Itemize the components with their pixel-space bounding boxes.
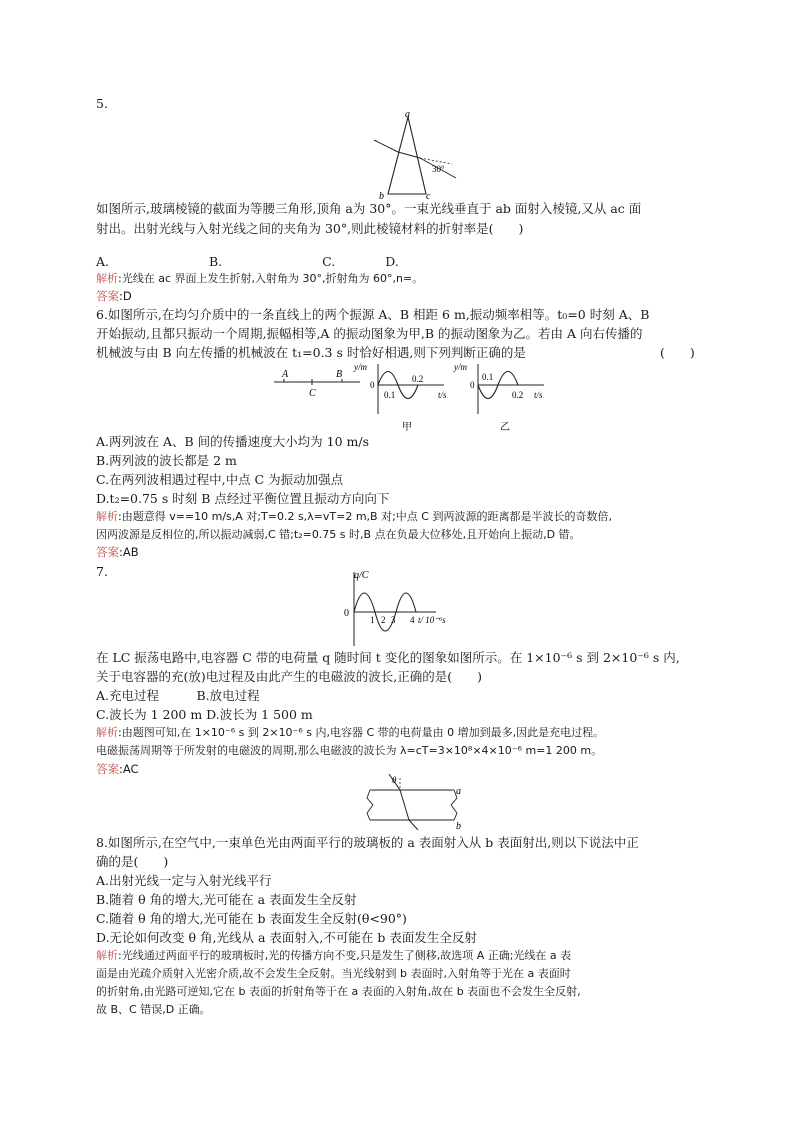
q6-stem-line3: 机械波与由 B 向左传播的机械波在 t₁=0.3 s 时恰好相遇,则下列判断正确的是: [96, 345, 526, 360]
jia-t01: 0.1: [384, 390, 396, 400]
q8-solution-line3: 的折射角,由光路可逆知,它在 b 表面的折射角等于在 a 表面的入射角,故在 b 表面也不会发生全反射,: [96, 985, 581, 998]
q5-answer: 答案:D: [96, 289, 132, 303]
q8-option-d: D.无论如何改变 θ 角,光线从 a 表面射入,不可能在 b 表面发生全反射: [96, 930, 477, 945]
label-a: a: [405, 109, 410, 120]
q7-qlabel: q/C: [354, 570, 369, 581]
q7-tlabel: t/ 10⁻⁶s: [418, 615, 446, 625]
q8-stem-line1: 8.如图所示,在空气中,一束单色光由两面平行的玻璃板的 a 表面射入从 b 表面射出,则以下说法中正: [96, 835, 639, 850]
yi-tlabel: t/s: [534, 390, 543, 400]
q7-stem-line2: 关于电容器的充(放)电过程及由此产生的电磁波的波长,正确的是( ): [96, 669, 482, 684]
label-C: C: [309, 388, 316, 399]
q7-options-ab: A.充电过程 B.放电过程: [96, 688, 260, 703]
solution-label: 解析: [96, 272, 118, 285]
q8-refracted-ray: [400, 790, 409, 820]
q8-exit-ray: [409, 820, 418, 830]
label-c: c: [426, 191, 431, 200]
q5-stem-line1: 如图所示,玻璃棱镜的截面为等腰三角形,顶角 a为 30°。一束光线垂直于 ab 面射入棱镜,又从 ac 面: [96, 201, 642, 216]
q5-number: 5.: [96, 96, 108, 111]
label-30deg: 30°: [432, 164, 445, 174]
q7-solution-line2: 电磁振荡周期等于所发射的电磁波的周期,那么电磁波的波长为 λ=cT=3×10⁸×4×10⁻⁶ m=1 200 m。: [96, 744, 603, 757]
q8-solution-line1: 解析:光线通过两面平行的玻璃板时,光的传播方向不变,只是发生了侧移,故选项 A 正确;光线在 a 表: [96, 949, 572, 962]
q8-glass-plate-figure: [356, 772, 468, 830]
yi-caption: 乙: [500, 422, 510, 433]
q6-solution-line1: 解析:由题意得 v==10 m/s,A 对;T=0.2 s,λ=vT=2 m,B 对;中点 C 到两波源的距离都是半波长的奇数倍,: [96, 510, 612, 523]
q6-stem-line1: 6.如图所示,在均匀介质中的一条直线上的两个振源 A、B 相距 6 m,振动频率相等。t₀=0 时刻 A、B: [96, 307, 650, 322]
q6-figure: [272, 360, 552, 434]
q7-stem-line1: 在 LC 振荡电路中,电容器 C 带的电荷量 q 随时间 t 变化的图象如图所示。在 1×10⁻⁶ s 到 2×10⁻⁶ s 内,: [96, 650, 680, 665]
label-surface-b: b: [456, 821, 461, 830]
label-A: A: [282, 369, 289, 380]
yi-t02: 0.2: [512, 390, 524, 400]
q7-tick3: 3: [391, 615, 396, 625]
q7-tick4: 4: [410, 615, 415, 625]
jia-ylabel: y/m: [354, 362, 367, 372]
q7-solution-line1: 解析:由题图可知,在 1×10⁻⁶ s 到 2×10⁻⁶ s 内,电容器 C 带的电荷量由 0 增加到最多,因此是充电过程。: [96, 726, 605, 739]
yi-t01: 0.1: [482, 372, 494, 382]
label-surface-a: a: [456, 786, 461, 797]
q7-options-cd: C.波长为 1 200 m D.波长为 1 500 m: [96, 707, 313, 722]
q7-tick1: 1: [370, 615, 375, 625]
jia-origin: 0: [370, 380, 375, 390]
q8-solution-line2: 面是由光疏介质射入光密介质,故不会发生全反射。当光线射到 b 表面时,入射角等于光在 a 表面时: [96, 967, 571, 980]
q6-bracket: ( ): [660, 345, 695, 360]
q5-solution: 解析:光线在 ac 界面上发生折射,入射角为 30°,折射角为 60°,n=。: [96, 272, 424, 285]
q8-option-a: A.出射光线一定与入射光线平行: [96, 873, 272, 888]
q8-stem-line2: 确的是( ): [96, 854, 169, 869]
q5-prism-figure: [360, 108, 470, 200]
jia-tlabel: t/s: [438, 390, 447, 400]
q8-solution-line4: 故 B、C 错误,D 正确。: [96, 1003, 211, 1016]
q6-option-b: B.两列波的波长都是 2 m: [96, 453, 237, 468]
q5-stem-line2: 射出。出射光线与入射光线之间的夹角为 30°,则此棱镜材料的折射率是( ): [96, 221, 524, 236]
label-B: B: [336, 369, 343, 380]
q7-answer: 答案:AC: [96, 762, 139, 776]
yi-origin: 0: [470, 380, 475, 390]
q6-option-d: D.t₂=0.75 s 时刻 B 点经过平衡位置且振动方向向下: [96, 491, 390, 506]
q7-origin: 0: [344, 608, 349, 619]
plate-left-break: [367, 790, 373, 820]
q5-options: A. B. C. D.: [96, 254, 399, 269]
q7-tick2: 2: [381, 615, 386, 625]
jia-caption: 甲: [402, 422, 412, 433]
label-theta: θ: [392, 775, 397, 785]
incident-ray: [374, 140, 398, 152]
q7-figure: [340, 566, 480, 650]
label-b: b: [379, 191, 384, 200]
yi-ylabel: y/m: [454, 362, 467, 372]
q7-number: 7.: [96, 564, 108, 579]
jia-t02: 0.2: [412, 374, 424, 384]
q8-option-c: C.随着 θ 角的增大,光可能在 b 表面发生全反射(θ<90°): [96, 911, 407, 926]
q6-option-a: A.两列波在 A、B 间的传播速度大小均为 10 m/s: [96, 434, 369, 449]
q6-answer: 答案:AB: [96, 545, 139, 559]
q6-solution-line2: 因两波源是反相位的,所以振动减弱,C 错;t₂=0.75 s 时,B 点在负最大位移处,且开始向上振动,D 错。: [96, 528, 581, 541]
q6-option-c: C.在两列波相遇过程中,中点 C 为振动加强点: [96, 472, 344, 487]
q6-stem-line2: 开始振动,且都只振动一个周期,振幅相等,A 的振动图象为甲,B 的振动图象为乙。若由 A 向右传播的: [96, 326, 643, 341]
q8-option-b: B.随着 θ 角的增大,光可能在 a 表面发生全反射: [96, 892, 357, 907]
prism-triangle: [388, 117, 426, 194]
